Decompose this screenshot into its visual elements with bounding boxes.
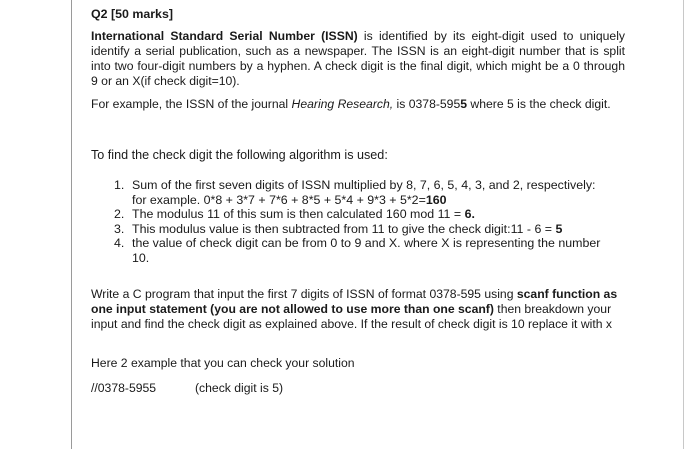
algorithm-step — [104, 207, 604, 222]
task-text-end: then breakdown your input and find the check digit as explained above. If the result of check digit is 10 replace it with x — [91, 302, 612, 331]
issn-term: International Standard Serial Number (ISSN) — [91, 29, 358, 43]
algorithm-intro: To find the check digit the following algorithm is used: — [91, 148, 388, 162]
step-result: 160 — [425, 192, 447, 207]
example-check-digit: 5 — [460, 97, 468, 111]
task-scanf-requirement: scanf function as one input statement (you are not allowed to use more than one scanf) — [91, 287, 618, 316]
algorithm-step — [104, 222, 604, 237]
task-paragraph — [91, 287, 625, 332]
example-prefix: For example, the ISSN of the journal — [91, 97, 292, 111]
intro-text: is identified by its eight-digit used to uniquely identify a serial publication, such as a newspaper. The ISSN is an eight-digit number that is split into two four-digit numbers by a hyphen. A check digit is the final digit, which might be a 0 through 9 or an X(if check digit=10). — [91, 29, 625, 88]
example-suffix: where 5 is the check digit. — [467, 97, 611, 111]
step-number: 1. — [114, 178, 125, 192]
step-number: 4. — [114, 236, 125, 250]
task-text-start: Write a C program that input the first 7 digits of ISSN of format 0378-595 using — [91, 287, 517, 301]
journal-name: Hearing Research, — [291, 97, 394, 111]
step-text: This modulus value is then subtracted from 11 to give the check digit:11 - 6 = — [132, 221, 556, 236]
step-text: the value of check digit can be from 0 to 9 and X. where X is representing the number 10. — [132, 236, 601, 265]
page-left-border — [71, 0, 72, 449]
step-number: 2. — [114, 207, 125, 221]
check-example-intro: Here 2 example that you can check your solution — [91, 356, 355, 370]
example-paragraph — [91, 97, 625, 112]
check-example-code: //0378-5955 — [91, 381, 157, 395]
step-result: 6. — [464, 207, 475, 221]
check-example-line — [91, 381, 625, 396]
step-number: 3. — [114, 221, 125, 236]
step-text: The modulus 11 of this sum is then calculated 160 mod 11 = — [132, 207, 465, 221]
algorithm-step — [104, 178, 604, 207]
algorithm-steps — [104, 178, 604, 265]
algorithm-step — [104, 236, 604, 265]
check-example-note: (check digit is 5) — [195, 381, 284, 395]
step-text: Sum of the first seven digits of ISSN multiplied by 8, 7, 6, 5, 4, 3, and 2, respectively: for example. 0*8 + 3*7 + 7*6 + 8*5 + 5*4 + 9*3 + 5*2= — [132, 178, 596, 207]
intro-paragraph — [91, 29, 625, 89]
step-result: 5 — [555, 221, 563, 236]
page-right-border — [683, 0, 684, 449]
question-heading: Q2 [50 marks] — [91, 7, 173, 21]
example-middle: is 0378-595 — [393, 97, 461, 111]
